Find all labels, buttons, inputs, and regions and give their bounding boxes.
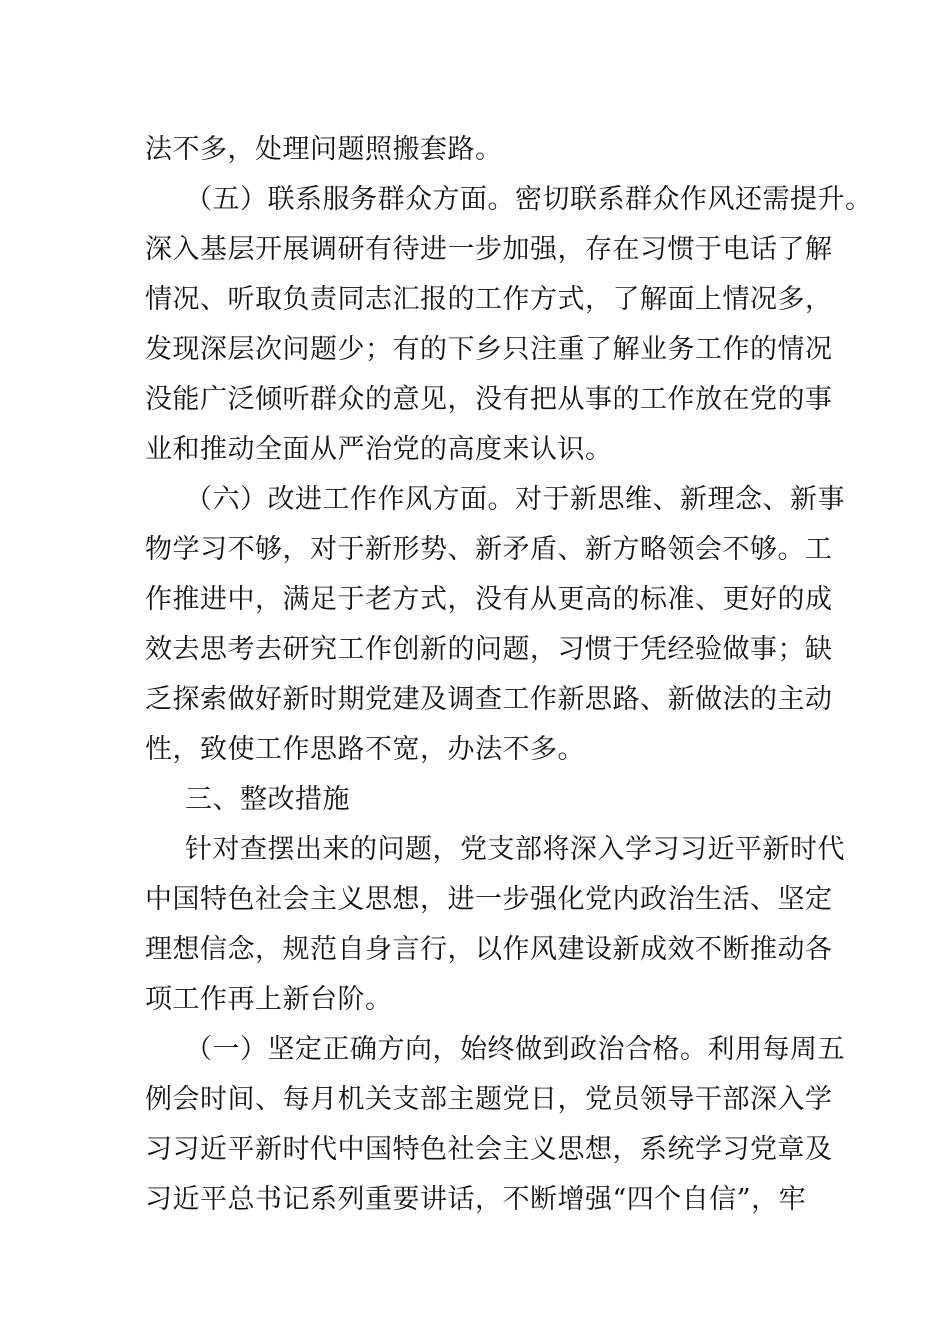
text-line: 业和推动全面从严治党的高度来认识。 — [145, 434, 613, 465]
text-line: （五）联系服务群众方面。密切联系群众作风还需提升。 — [185, 184, 873, 215]
text-line: 针对查摆出来的问题，党支部将深入学习习近平新时代 — [185, 834, 845, 865]
text-line: （一）坚定正确方向，始终做到政治合格。利用每周五 — [185, 1034, 845, 1065]
text-line: 性，致使工作思路不宽，办法不多。 — [145, 734, 585, 765]
text-line: 法不多，处理问题照搬套路。 — [145, 134, 503, 165]
text-line: 习近平总书记系列重要讲话，不断增强“四个自信”，牢 — [145, 1184, 807, 1215]
text-line: 物学习不够，对于新形势、新矛盾、新方略领会不够。工 — [145, 534, 833, 565]
section-heading: 三、整改措施 — [185, 784, 350, 815]
text-line: 中国特色社会主义思想，进一步强化党内政治生活、坚定 — [145, 884, 833, 915]
text-line: 情况、听取负责同志汇报的工作方式，了解面上情况多， — [145, 284, 833, 315]
text-line: 深入基层开展调研有待进一步加强，存在习惯于电话了解 — [145, 234, 833, 265]
text-line: 发现深层次问题少；有的下乡只注重了解业务工作的情况 — [145, 334, 833, 365]
text-line: 习习近平新时代中国特色社会主义思想，系统学习党章及 — [145, 1134, 833, 1165]
text-line: 例会时间、每月机关支部主题党日，党员领导干部深入学 — [145, 1084, 833, 1115]
text-line: 效去思考去研究工作创新的问题，习惯于凭经验做事；缺 — [145, 634, 833, 665]
text-line: 乏探索做好新时期党建及调查工作新思路、新做法的主动 — [145, 684, 833, 715]
text-line: 理想信念，规范自身言行，以作风建设新成效不断推动各 — [145, 934, 833, 965]
text-line: 项工作再上新台阶。 — [145, 984, 393, 1015]
text-line: 没能广泛倾听群众的意见，没有把从事的工作放在党的事 — [145, 384, 833, 415]
text-line: （六）改进工作作风方面。对于新思维、新理念、新事 — [185, 484, 845, 515]
text-line: 作推进中，满足于老方式，没有从更高的标准、更好的成 — [145, 584, 833, 615]
